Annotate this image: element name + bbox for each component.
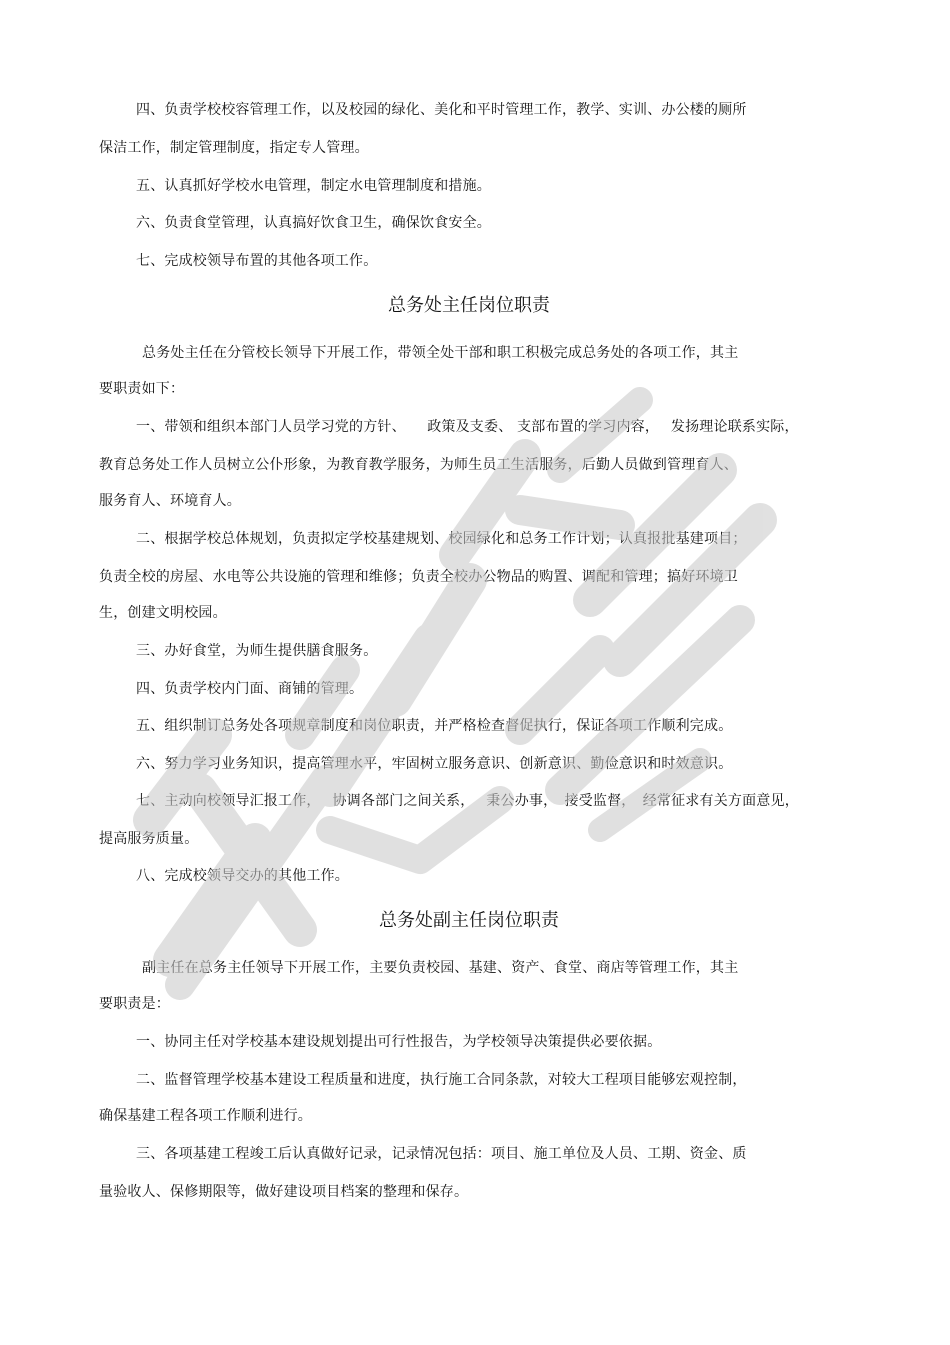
- paragraph-line: 八、完成校领导交办的其他工作。: [136, 868, 349, 884]
- paragraph-line: 三、办好食堂，为师生提供膳食服务。: [136, 643, 378, 659]
- paragraph-line: 生，创建文明校园。: [99, 605, 227, 621]
- paragraph-line: 五、组织制订总务处各项规章制度和岗位职责，并严格检查督促执行，保证各项工作顺利完成。: [136, 718, 733, 734]
- paragraph-line: 副主任在总务主任领导下开展工作，主要负责校园、基建、资产、食堂、商店等管理工作，其主: [142, 960, 739, 976]
- section-title-deputy-director: 总务处副主任岗位职责: [379, 910, 559, 931]
- paragraph-line: 二、根据学校总体规划，负责拟定学校基建规划、校园绿化和总务工作计划；认真报批基建项目；: [136, 531, 747, 547]
- paragraph-line: 服务育人、环境育人。: [99, 493, 241, 509]
- paragraph-line: 保洁工作，制定管理制度，指定专人管理。: [99, 140, 369, 156]
- paragraph-line: 一、带领和组织本部门人员学习党的方针、 政策及支委、 支部布置的学习内容， 发扬理论联系实际，: [136, 419, 799, 435]
- paragraph-line: 确保基建工程各项工作顺利进行。: [99, 1108, 312, 1124]
- watermark-stroke: [170, 840, 255, 960]
- paragraph-line: 三、各项基建工程竣工后认真做好记录，记录情况包括：项目、施工单位及人员、工期、资金、质: [136, 1146, 747, 1162]
- paragraph-line: 二、监督管理学校基本建设工程质量和进度，执行施工合同条款，对较大工程项目能够宏观控制，: [136, 1072, 747, 1088]
- paragraph-line: 六、努力学习业务知识，提高管理水平，牢固树立服务意识、创新意识、勤俭意识和时效意识。: [136, 756, 733, 772]
- paragraph-line: 负责全校的房屋、水电等公共设施的管理和维修；负责全校办公物品的购置、调配和管理；搞好环境卫: [99, 569, 738, 585]
- paragraph-line: 教育总务处工作人员树立公仆形象，为教育教学服务，为师生员工生活服务，后勤人员做到管理育人、: [99, 457, 738, 473]
- paragraph-line: 一、协同主任对学校基本建设规划提出可行性报告，为学校领导决策提供必要依据。: [136, 1034, 662, 1050]
- paragraph-line: 四、负责学校内门面、商铺的管理。: [136, 681, 364, 697]
- paragraph-line: 四、负责学校校容管理工作，以及校园的绿化、美化和平时管理工作，教学、实训、办公楼的厕所: [136, 102, 747, 118]
- watermark-stroke: [395, 580, 470, 700]
- paragraph-line: 六、负责食堂管理，认真搞好饮食卫生，确保饮食安全。: [136, 215, 491, 231]
- paragraph-line: 总务处主任在分管校长领导下开展工作，带领全处干部和职工积极完成总务处的各项工作，其主: [142, 345, 739, 361]
- paragraph-line: 量验收人、保修期限等，做好建设项目档案的整理和保存。: [99, 1184, 469, 1200]
- paragraph-line: 五、认真抓好学校水电管理，制定水电管理制度和措施。: [136, 178, 491, 194]
- section-title-director: 总务处主任岗位职责: [388, 295, 550, 316]
- paragraph-line: 七、完成校领导布置的其他各项工作。: [136, 253, 378, 269]
- paragraph-line: 提高服务质量。: [99, 831, 199, 847]
- watermark-stroke: [520, 510, 620, 525]
- paragraph-line: 要职责是：: [99, 996, 170, 1012]
- paragraph-line: 要职责如下：: [99, 381, 185, 397]
- paragraph-line: 七、主动向校领导汇报工作， 协调各部门之间关系， 秉公办事， 接受监督， 经常征求有关方面意见，: [136, 793, 799, 809]
